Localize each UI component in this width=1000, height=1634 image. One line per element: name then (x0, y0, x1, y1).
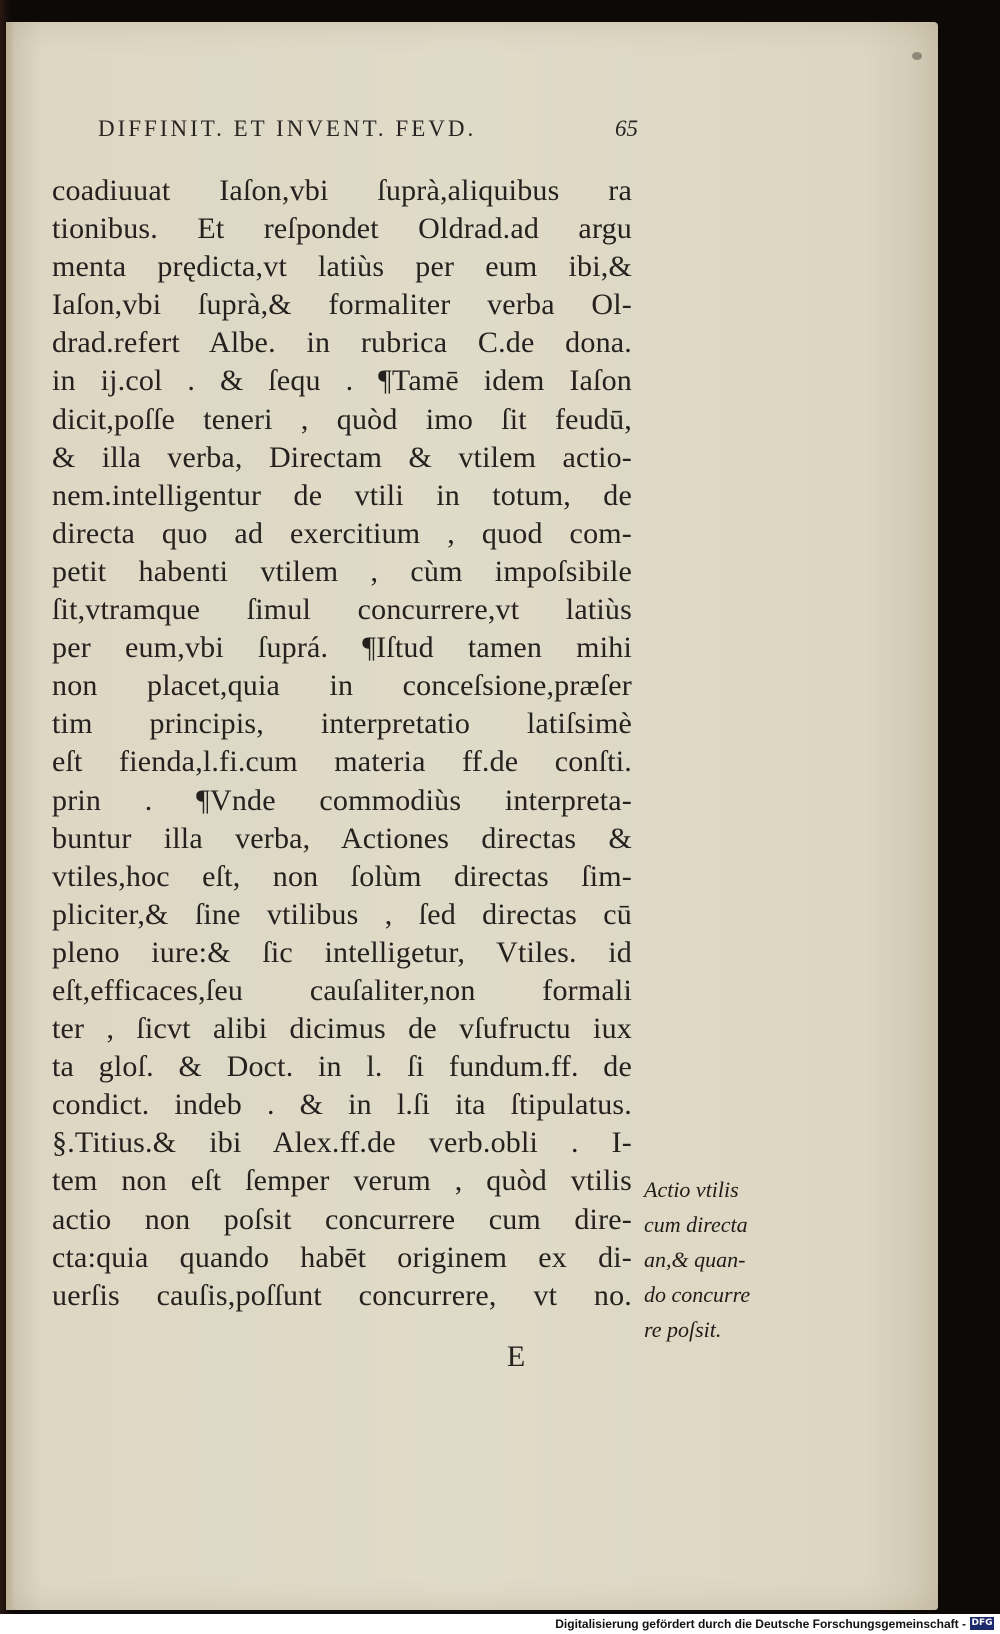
folio-number: 65 (615, 116, 638, 141)
text-line: ta gloſ. & Doct. in l. ſi fundum.ff. de (52, 1050, 632, 1084)
signature-mark: E (506, 1340, 526, 1373)
text-line: cta:quia quando habēt originem ex di- (52, 1240, 632, 1274)
text-line: ſit,vtramque ſimul concurrere,vt latiùs (52, 593, 632, 627)
text-line: tim principis, interpretatio latiſsimè (52, 707, 632, 741)
text-line: nem.intelligentur de vtili in totum, de (52, 478, 632, 512)
text-line: tem non eſt ſemper verum , quòd vtilis (52, 1164, 632, 1198)
text-line: coadiuuat Iaſon,vbi ſuprà,aliquibus ra (52, 174, 632, 207)
text-line: dicit,poſſe teneri , quòd imo ſit feudū, (52, 402, 632, 436)
text-line: uerſis cauſis,poſſunt concurrere, vt no. (52, 1278, 632, 1312)
text-line: petit habenti vtilem , cùm impoſsibile (52, 554, 632, 588)
text-line: tionibus. Et reſpondet Oldrad.ad argu (52, 212, 632, 246)
text-line: vtiles,hoc eſt, non ſolùm directas ſim- (52, 859, 632, 893)
margin-note-line: an,& quan- (644, 1247, 746, 1272)
margin-note-line: do concurre (644, 1282, 751, 1307)
text-line: ter , ſicvt alibi dicimus de vſufructu iux (52, 1012, 632, 1046)
page-edge-shadow (6, 22, 14, 1610)
ink-spot (912, 52, 922, 60)
margin-note-line: Actio vtilis (644, 1177, 739, 1202)
dfg-logo-icon: DFG (971, 1618, 993, 1628)
marginal-note (644, 1172, 804, 1347)
text-line: menta prędicta,vt latiùs per eum ibi,& (52, 250, 632, 284)
digitization-credit: Digitalisierung gefördert durch die Deutsche Forschungsgemeinschaft - (555, 1617, 966, 1631)
text-line: eſt,efficaces,ſeu cauſaliter,non formali (52, 973, 632, 1007)
text-line: prin . ¶Vnde commodiùs interpreta- (52, 783, 632, 817)
main-text-block (52, 172, 632, 1315)
text-line: non placet,quia in conceſsione,præſer (52, 669, 632, 703)
text-line: pleno iure:& ſic intelligetur, Vtiles. id (52, 935, 632, 969)
text-line: §.Titius.& ibi Alex.ff.de verb.obli . I- (52, 1126, 632, 1160)
text-line: eſt fienda,l.fi.cum materia ff.de conſti. (52, 745, 632, 779)
text-line: Iaſon,vbi ſuprà,& formaliter verba Ol- (52, 288, 632, 322)
text-line: buntur illa verba, Actiones directas & (52, 821, 632, 855)
text-line: per eum,vbi ſuprá. ¶Iſtud tamen mihi (52, 631, 632, 665)
running-head: DIFFINIT. ET INVENT. FEVD. (98, 116, 477, 141)
book-page (6, 22, 938, 1610)
text-line: in ij.col . & ſequ . ¶Tamē idem Iaſon (52, 364, 632, 398)
text-line: & illa verba, Directam & vtilem actio- (52, 440, 632, 474)
margin-note-line: re poſsit. (644, 1317, 722, 1342)
margin-note-line: cum directa (644, 1212, 748, 1237)
text-line: drad.refert Albe. in rubrica C.de dona. (52, 326, 632, 360)
page-header (98, 116, 638, 162)
text-line: actio non poſsit concurrere cum dire- (52, 1202, 632, 1236)
text-line: directa quo ad exercitium , quod com- (52, 516, 632, 550)
text-line: condict. indeb . & in l.ſi ita ſtipulatus. (52, 1088, 632, 1122)
text-line: pliciter,& ſine vtilibus , ſed directas cū (52, 897, 632, 931)
